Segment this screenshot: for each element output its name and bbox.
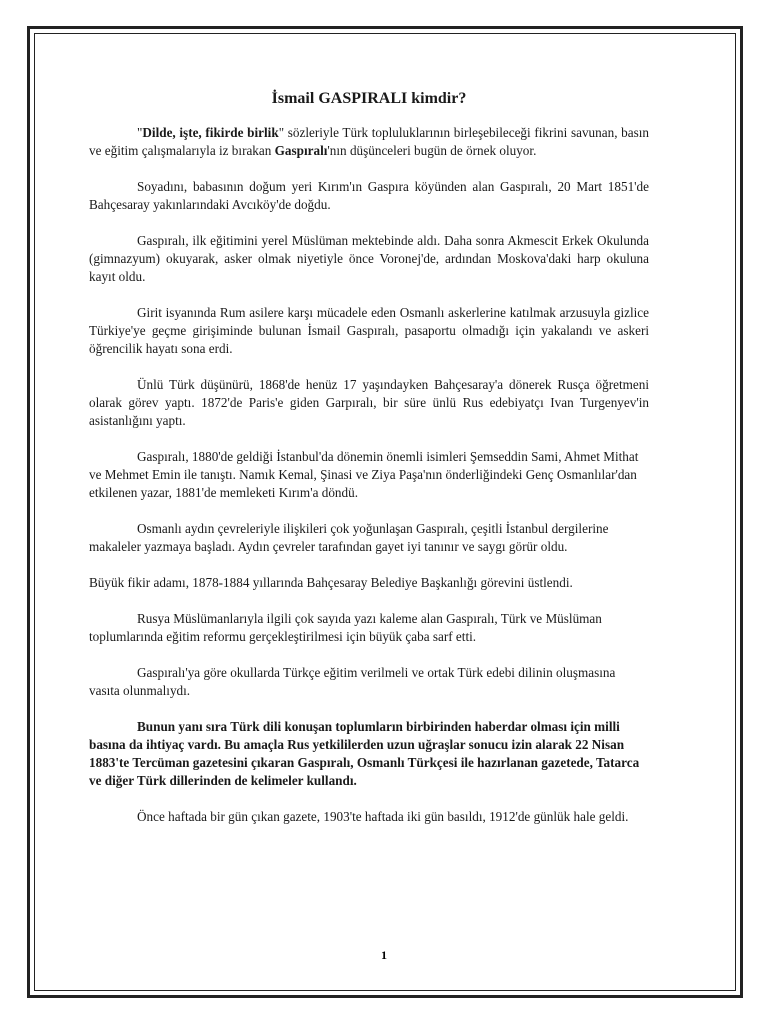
page-number: 1 bbox=[381, 948, 387, 962]
paragraph-5: Ünlü Türk düşünürü, 1868'de henüz 17 yaşındayken Bahçesaray'a dönerek Rusça öğretmeni olarak görev yaptı. 1872'de Paris'e giden Garpıralı, bir süre ünlü Rus edebiyatçı Ivan Turgenyev'in asistanlığını yaptı. bbox=[89, 377, 649, 428]
paragraph-1: "Dilde, işte, fikirde birlik" sözleriyle Türk topluluklarının birleşebileceği fikrini savunan, basın ve eğitim çalışmalarıyla iz bırakan Gaspıralı'nın düşünceleri bugün de örnek oluyor. bbox=[89, 125, 649, 158]
slogan-text: Dilde, işte, fikirde birlik bbox=[142, 125, 279, 140]
paragraph-12: Önce haftada bir gün çıkan gazete, 1903'te haftada iki gün basıldı, 1912'de günlük hale geldi. bbox=[137, 809, 629, 824]
paragraph-6: Gaspıralı, 1880'de geldiği İstanbul'da dönemin önemli isimleri Şemseddin Sami, Ahmet Mithat ve Mehmet Emin ile tanıştı. Namık Kemal, Şinasi ve Ziya Paşa'nın önderliğindeki Genç Osmanlılar'dan etkilenen yazar, 1881'de memleketi Kırım'a döndü. bbox=[89, 449, 639, 500]
paragraph-11: Bunun yanı sıra Türk dili konuşan toplumların birbirinden haberdar olması için milli basına da ihtiyaç vardı. Bu amaçla Rus yetkililerden uzun uğraşlar sonucu izin alarak 22 Nisan 1883'te Tercüman gazetesini çıkaran Gaspıralı, Osmanlı Türkçesi ile hazırlanan gazetede, Tatarca ve diğer Türk dillerinden de kelimeler kullandı. bbox=[89, 719, 640, 788]
document-body bbox=[89, 80, 649, 844]
paragraph-8: Büyük fikir adamı, 1878-1884 yıllarında Bahçesaray Belediye Başkanlığı görevini üstlendi. bbox=[89, 575, 573, 590]
paragraph-4: Girit isyanında Rum asilere karşı mücadele eden Osmanlı askerlerine katılmak arzusuyla gizlice Türkiye'ye geçme girişiminde bulunan İsmail Gaspıralı, pasaportu olmadığı için yakalandı ve askeri öğrencilik hayatı sona erdi. bbox=[89, 305, 649, 356]
paragraph-9: Rusya Müslümanlarıyla ilgili çok sayıda yazı kaleme alan Gaspıralı, Türk ve Müslüman toplumlarında eğitim reformu gerçekleştirilmesi için büyük çaba sarf etti. bbox=[89, 611, 602, 644]
paragraph-7: Osmanlı aydın çevreleriyle ilişkileri çok yoğunlaşan Gaspıralı, çeşitli İstanbul dergilerine makaleler yazmaya başladı. Aydın çevreler tarafından gayet iyi tanınır ve saygı görür oldu. bbox=[89, 521, 609, 554]
paragraph-3: Gaspıralı, ilk eğitimini yerel Müslüman mektebinde aldı. Daha sonra Akmescit Erkek Okulunda (gimnazyum) okuyarak, asker olmak niyetiyle önce Voronej'de, ardından Moskova'daki harp okuluna kayıt oldu. bbox=[89, 233, 649, 284]
name-highlight: Gaspıralı bbox=[274, 143, 328, 158]
document-title: İsmail GASPIRALI kimdir? bbox=[271, 90, 467, 107]
paragraph-2: Soyadını, babasının doğum yeri Kırım'ın Gaspıra köyünden alan Gaspıralı, 20 Mart 1851'de Bahçesaray yakınlarındaki Avcıköy'de doğdu. bbox=[89, 179, 649, 212]
paragraph-10: Gaspıralı'ya göre okullarda Türkçe eğitim verilmeli ve ortak Türk edebi dilinin oluşmasına vasıta olunmalıydı. bbox=[89, 665, 616, 698]
